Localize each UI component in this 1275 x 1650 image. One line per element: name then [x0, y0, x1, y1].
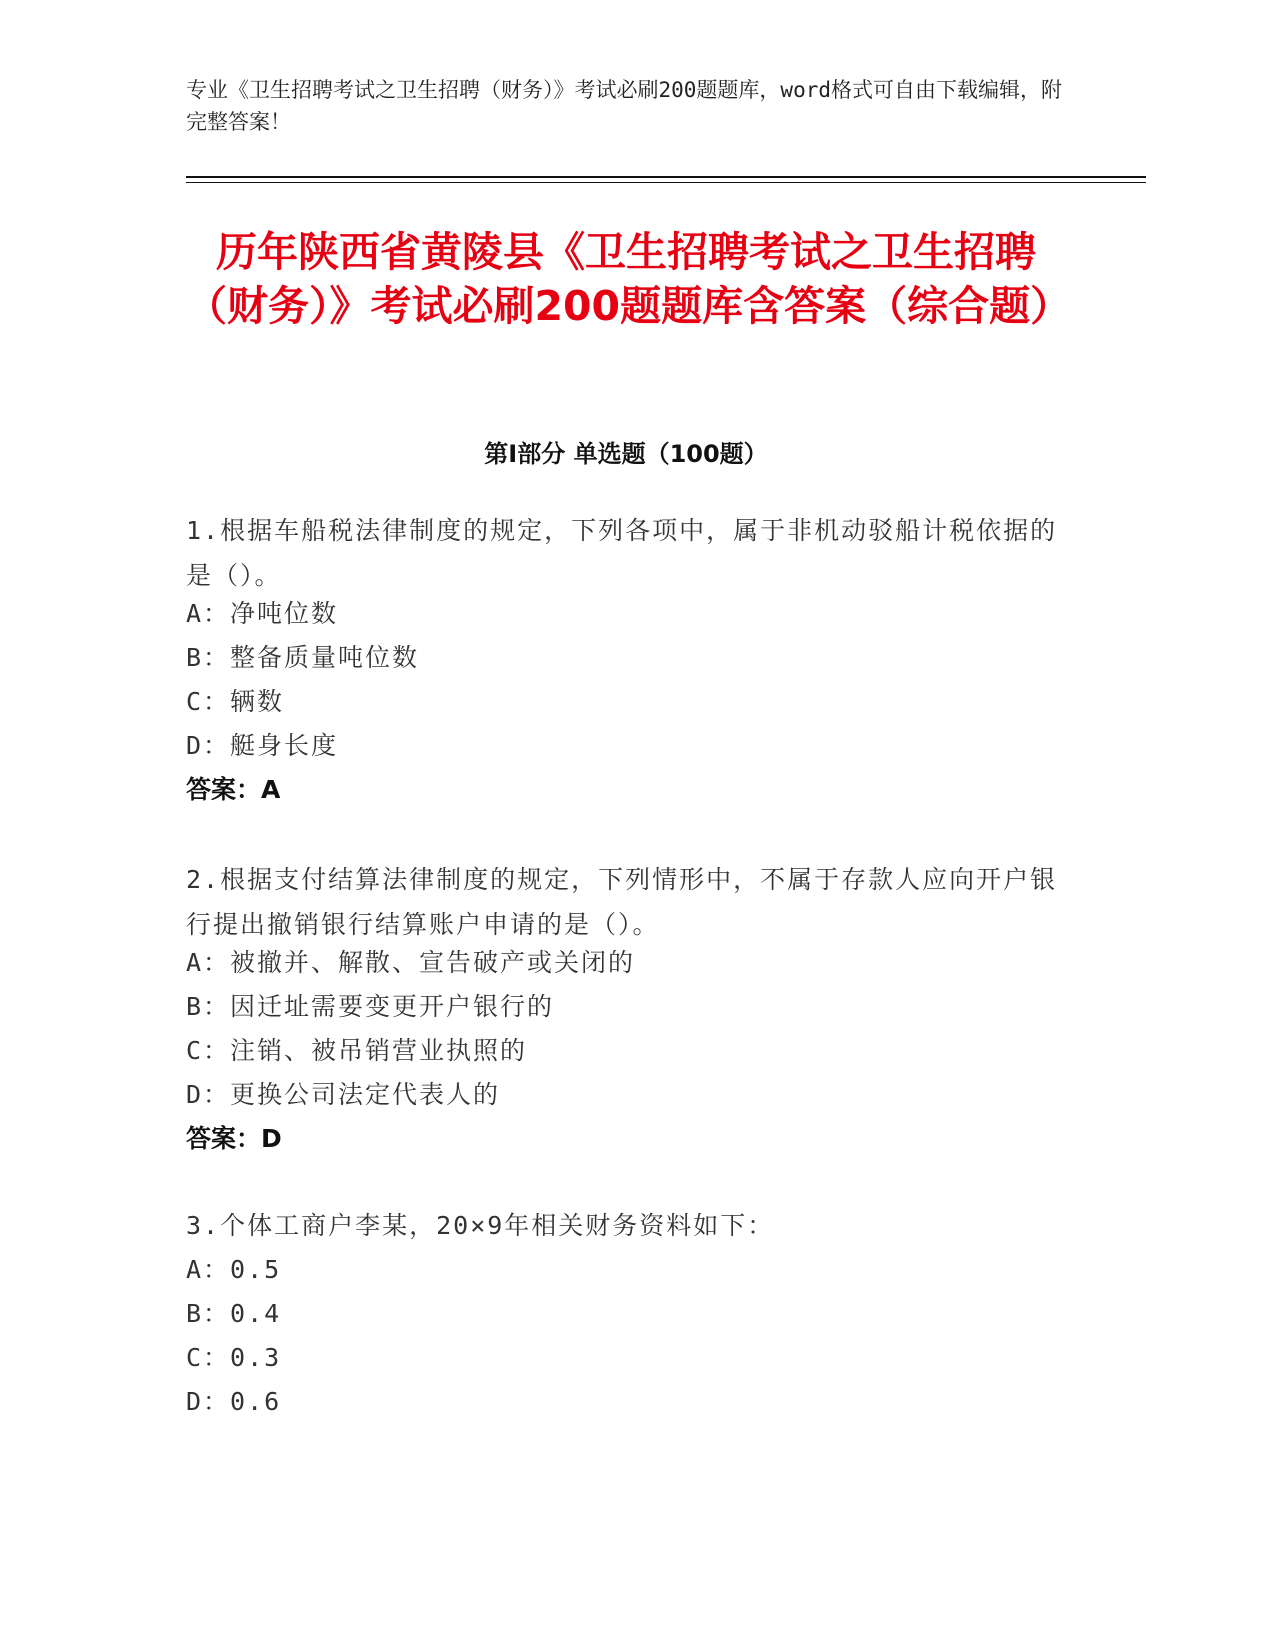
question-2-option-a: A：被撤并、解散、宣告破产或关闭的 [186, 948, 636, 977]
question-1-text: 1.根据车船税法律制度的规定，下列各项中，属于非机动驳船计税依据的是（）。 [186, 516, 1058, 590]
question-1-option-a: A：净吨位数 [186, 599, 339, 628]
header-rule-thin [186, 182, 1146, 183]
question-2-option-d: D：更换公司法定代表人的 [186, 1080, 501, 1109]
question-3-option-c: C：0.3 [186, 1343, 282, 1372]
question-1-answer: 答案：A [186, 775, 281, 804]
section-title: 第Ⅰ部分 单选题（100题） [484, 440, 768, 468]
header-note: 专业《卫生招聘考试之卫生招聘（财务）》考试必刷200题题库，word格式可自由下载编辑，附完整答案！ [186, 78, 1062, 134]
question-1-option-b: B：整备质量吨位数 [186, 643, 420, 672]
question-3-option-b: B：0.4 [186, 1299, 282, 1328]
question-2-option-c: C：注销、被吊销营业执照的 [186, 1036, 528, 1065]
question-2-option-b: B：因迁址需要变更开户银行的 [186, 992, 555, 1021]
question-1-option-d: D：艇身长度 [186, 731, 339, 760]
document-title: 历年陕西省黄陵县《卫生招聘考试之卫生招聘（财务）》考试必刷200题题库含答案（综合题） [186, 228, 1072, 330]
question-3-option-a: A：0.5 [186, 1255, 282, 1284]
question-3-text: 3.个体工商户李某，20×9年相关财务资料如下： [186, 1211, 775, 1240]
header-rule-thick [186, 176, 1146, 178]
question-2-answer: 答案：D [186, 1124, 282, 1153]
question-1-option-c: C：辆数 [186, 687, 285, 716]
question-3-option-d: D：0.6 [186, 1387, 282, 1416]
question-2-text: 2.根据支付结算法律制度的规定，下列情形中，不属于存款人应向开户银行提出撤销银行结算账户申请的是（）。 [186, 865, 1058, 939]
